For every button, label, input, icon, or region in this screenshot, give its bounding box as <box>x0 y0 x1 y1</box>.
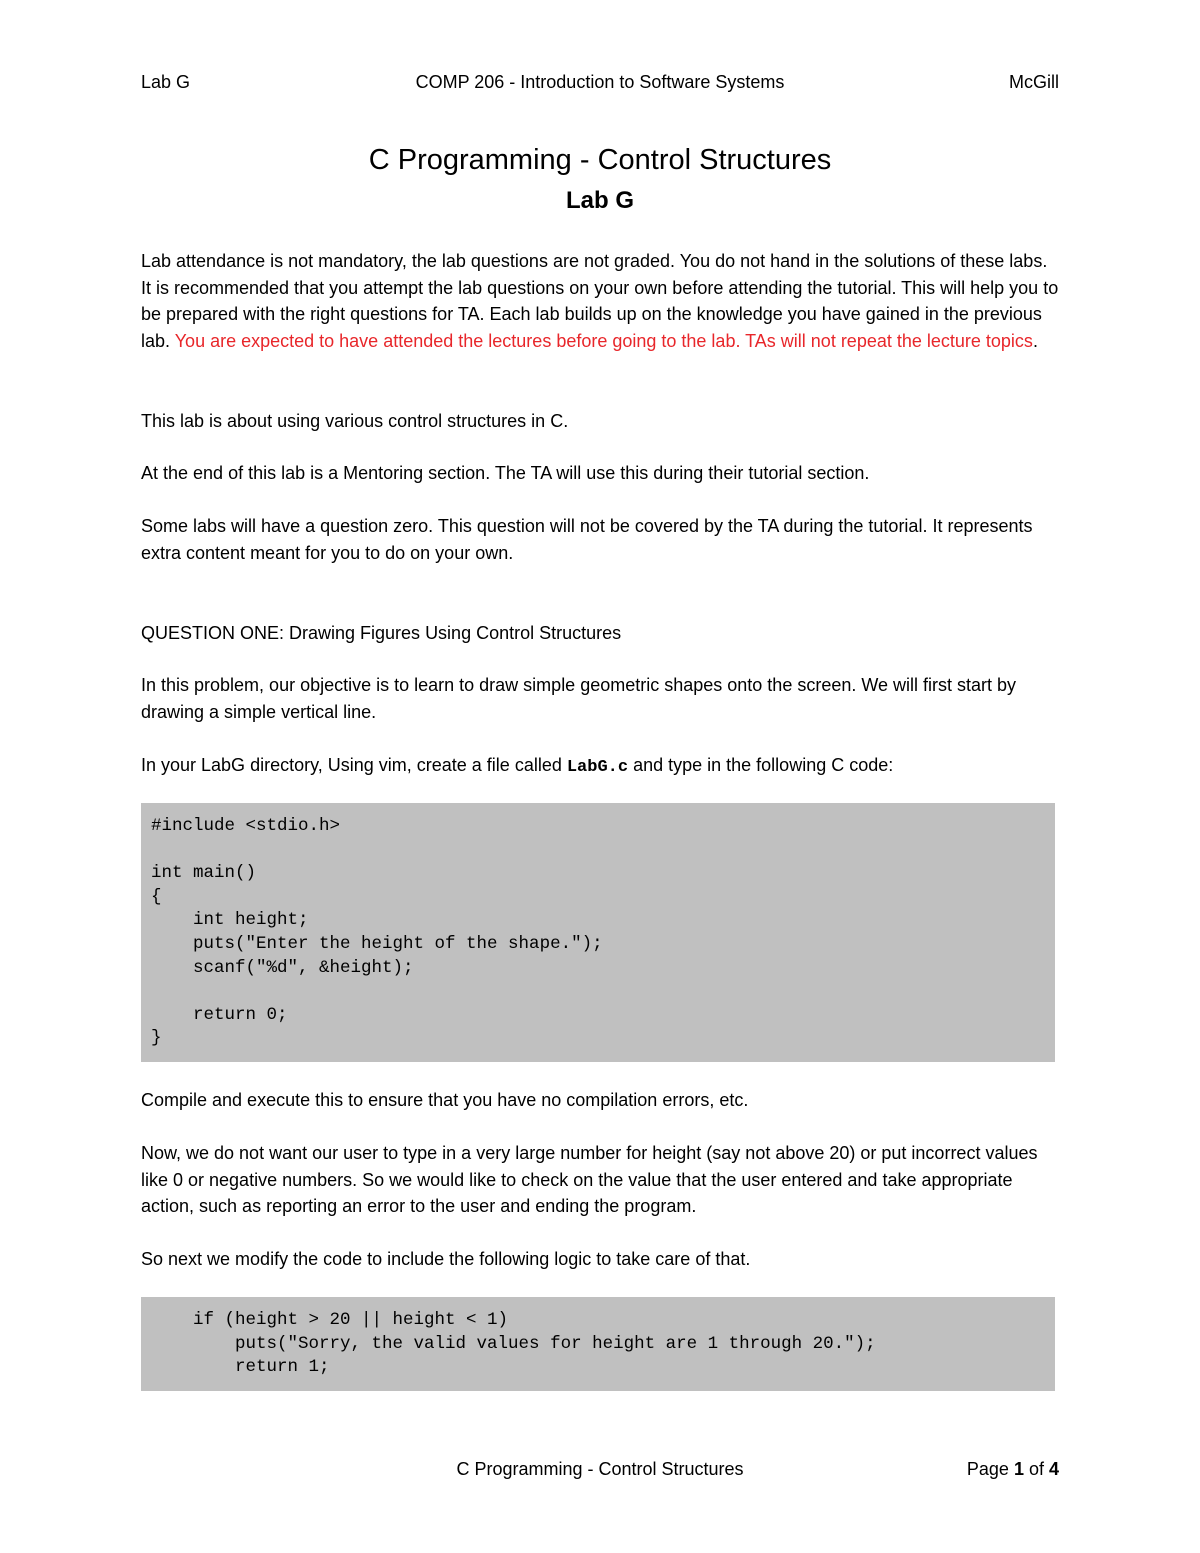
page-current: 1 <box>1013 1459 1024 1479</box>
of-label: of <box>1023 1459 1049 1479</box>
intro-warning: You are expected to have attended the lectures before going to the lab. TAs will not repeat the lecture topics <box>174 330 1033 351</box>
mentoring-paragraph: At the end of this lab is a Mentoring section. The TA will use this during their tutorial section. <box>141 463 870 483</box>
code-block-validation <box>141 1297 1055 1391</box>
header-lab-label: Lab G <box>141 72 191 92</box>
intro-end: . <box>1032 330 1038 351</box>
compile-paragraph: Compile and execute this to ensure that you have no compilation errors, etc. <box>141 1090 749 1110</box>
code-validation: if (height > 20 || height < 1) puts("Sorry, the valid values for height are 1 through 20."); return 1; <box>193 1310 876 1378</box>
question-one-objective: In this problem, our objective is to learn to draw simple geometric shapes onto the screen. We will first start by drawing a simple vertical line. <box>141 675 1017 722</box>
question-one-heading: QUESTION ONE: Drawing Figures Using Control Structures <box>141 623 622 643</box>
code-main: #include <stdio.h> int main() { int height; puts("Enter the height of the shape."); scanf("%d", &height); return 0; } <box>151 816 603 1049</box>
code-block-main <box>141 803 1055 1062</box>
page-subtitle: Lab G <box>565 187 634 214</box>
footer-title: C Programming - Control Structures <box>456 1459 744 1479</box>
intro-paragraph <box>141 248 1061 354</box>
page-label: Page <box>966 1459 1014 1479</box>
validation-paragraph: Now, we do not want our user to type in a very large number for height (say not above 20) or put incorrect values like 0 or negative numbers. So we would like to check on the value that the user entered and take appropriate action, such as reporting an error to the user and ending the program. <box>141 1143 1038 1216</box>
create-file-instruction <box>141 752 1061 782</box>
create-after: and type in the following C code: <box>628 755 894 775</box>
page-total: 4 <box>1048 1459 1059 1479</box>
create-before: In your LabG directory, Using vim, create a file called <box>141 755 567 775</box>
modify-paragraph: So next we modify the code to include the following logic to take care of that. <box>141 1249 751 1269</box>
question-zero-paragraph: Some labs will have a question zero. This question will not be covered by the TA during the tutorial. It represents extra content meant for you to do on your own. <box>141 516 1033 563</box>
page-number <box>967 1458 1059 1480</box>
intro-text: Lab attendance is not mandatory, the lab questions are not graded. You do not hand in the solutions of these labs. It is recommended that you attempt the lab questions on your own before attending the tutorial. This will help you to be prepared with the right questions for TA. Each lab builds up on the knowledge you have gained in the previous lab. <box>141 251 1059 351</box>
filename: LabG.c <box>566 758 629 777</box>
header-institution: McGill <box>1009 72 1059 92</box>
header-course-title: COMP 206 - Introduction to Software Systems <box>415 72 785 92</box>
page-title: C Programming - Control Structures <box>368 144 832 176</box>
about-paragraph: This lab is about using various control structures in C. <box>141 411 569 431</box>
